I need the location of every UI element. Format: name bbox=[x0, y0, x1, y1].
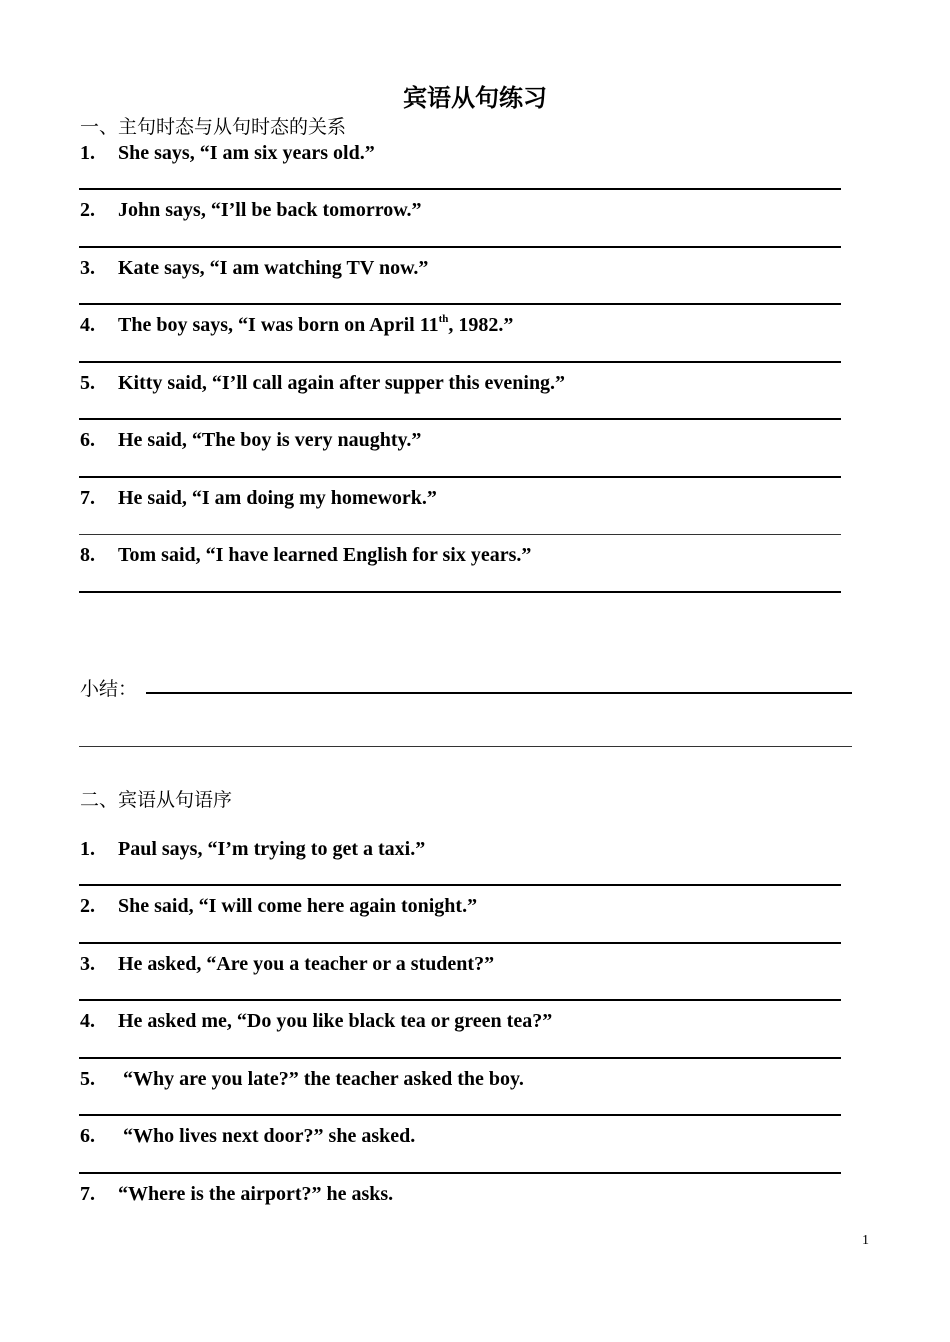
question-number: 6. bbox=[80, 1125, 95, 1147]
question-text: John says, “I’ll be back tomorrow.” bbox=[118, 199, 422, 221]
answer-line-1-1[interactable] bbox=[79, 188, 841, 190]
question-2-1 bbox=[80, 837, 425, 861]
question-number: 3. bbox=[80, 257, 95, 279]
question-number: 7. bbox=[80, 1183, 95, 1205]
question-text: “Who lives next door?” she asked. bbox=[118, 1125, 416, 1147]
answer-line-2-3[interactable] bbox=[79, 999, 841, 1001]
question-1-1 bbox=[80, 141, 375, 165]
answer-line-1-8[interactable] bbox=[79, 591, 841, 593]
question-1-3 bbox=[80, 256, 428, 280]
question-text: Tom said, “I have learned English for six years.” bbox=[118, 544, 532, 566]
answer-line-1-3[interactable] bbox=[79, 303, 841, 305]
question-text: She said, “I will come here again tonight.” bbox=[118, 895, 478, 917]
question-text: She says, “I am six years old.” bbox=[118, 142, 375, 164]
question-number: 5. bbox=[80, 372, 95, 394]
answer-line-1-4[interactable] bbox=[79, 361, 841, 363]
question-text: Kate says, “I am watching TV now.” bbox=[118, 257, 429, 279]
question-1-6 bbox=[80, 428, 421, 452]
question-2-2 bbox=[80, 894, 477, 918]
question-number: 7. bbox=[80, 487, 95, 509]
question-number: 2. bbox=[80, 199, 95, 221]
question-number: 6. bbox=[80, 429, 95, 451]
question-1-7 bbox=[80, 486, 437, 510]
question-number: 4. bbox=[80, 1010, 95, 1032]
question-2-7 bbox=[80, 1182, 393, 1206]
summary-line-2[interactable] bbox=[79, 746, 852, 747]
question-text: Kitty said, “I’ll call again after supper this evening.” bbox=[118, 372, 566, 394]
question-2-6 bbox=[80, 1124, 415, 1148]
answer-line-2-4[interactable] bbox=[79, 1057, 841, 1059]
answer-line-1-7[interactable] bbox=[79, 534, 841, 535]
question-text-start: The boy says, “I was born on April 11 bbox=[118, 314, 439, 336]
question-text: “Where is the airport?” he asks. bbox=[118, 1183, 394, 1205]
question-number: 8. bbox=[80, 544, 95, 566]
page-number: 1 bbox=[862, 1233, 869, 1248]
question-number: 1. bbox=[80, 142, 95, 164]
answer-line-1-2[interactable] bbox=[79, 246, 841, 248]
section-1-heading: 一、主句时态与从句时态的关系 bbox=[80, 116, 347, 138]
answer-line-1-6[interactable] bbox=[79, 476, 841, 478]
answer-line-1-5[interactable] bbox=[79, 418, 841, 420]
question-number: 3. bbox=[80, 953, 95, 975]
question-number: 4. bbox=[80, 314, 95, 336]
answer-line-2-1[interactable] bbox=[79, 884, 841, 886]
answer-line-2-6[interactable] bbox=[79, 1172, 841, 1174]
ordinal-suffix: th bbox=[438, 313, 449, 325]
question-number: 5. bbox=[80, 1068, 95, 1090]
question-number: 1. bbox=[80, 838, 95, 860]
question-text-end: , 1982.” bbox=[448, 314, 514, 336]
summary-line-1[interactable] bbox=[146, 692, 852, 694]
question-text: He said, “I am doing my homework.” bbox=[118, 487, 437, 509]
page-title: 宾语从句练习 bbox=[403, 84, 547, 112]
question-text: “Why are you late?” the teacher asked the boy. bbox=[118, 1068, 524, 1090]
question-1-4 bbox=[80, 313, 513, 337]
section-2-heading: 二、宾语从句语序 bbox=[80, 789, 233, 811]
question-text: He asked me, “Do you like black tea or green tea?” bbox=[118, 1010, 553, 1032]
question-2-4 bbox=[80, 1009, 552, 1033]
answer-line-2-2[interactable] bbox=[79, 942, 841, 944]
question-text: He asked, “Are you a teacher or a student?” bbox=[118, 953, 495, 975]
question-1-2 bbox=[80, 198, 422, 222]
question-2-5 bbox=[80, 1067, 524, 1091]
question-2-3 bbox=[80, 952, 494, 976]
question-text: He said, “The boy is very naughty.” bbox=[118, 429, 422, 451]
summary-label: 小结： bbox=[80, 678, 138, 700]
question-text: Paul says, “I’m trying to get a taxi.” bbox=[118, 838, 426, 860]
answer-line-2-5[interactable] bbox=[79, 1114, 841, 1116]
question-number: 2. bbox=[80, 895, 95, 917]
question-1-5 bbox=[80, 371, 565, 395]
question-1-8 bbox=[80, 543, 531, 567]
